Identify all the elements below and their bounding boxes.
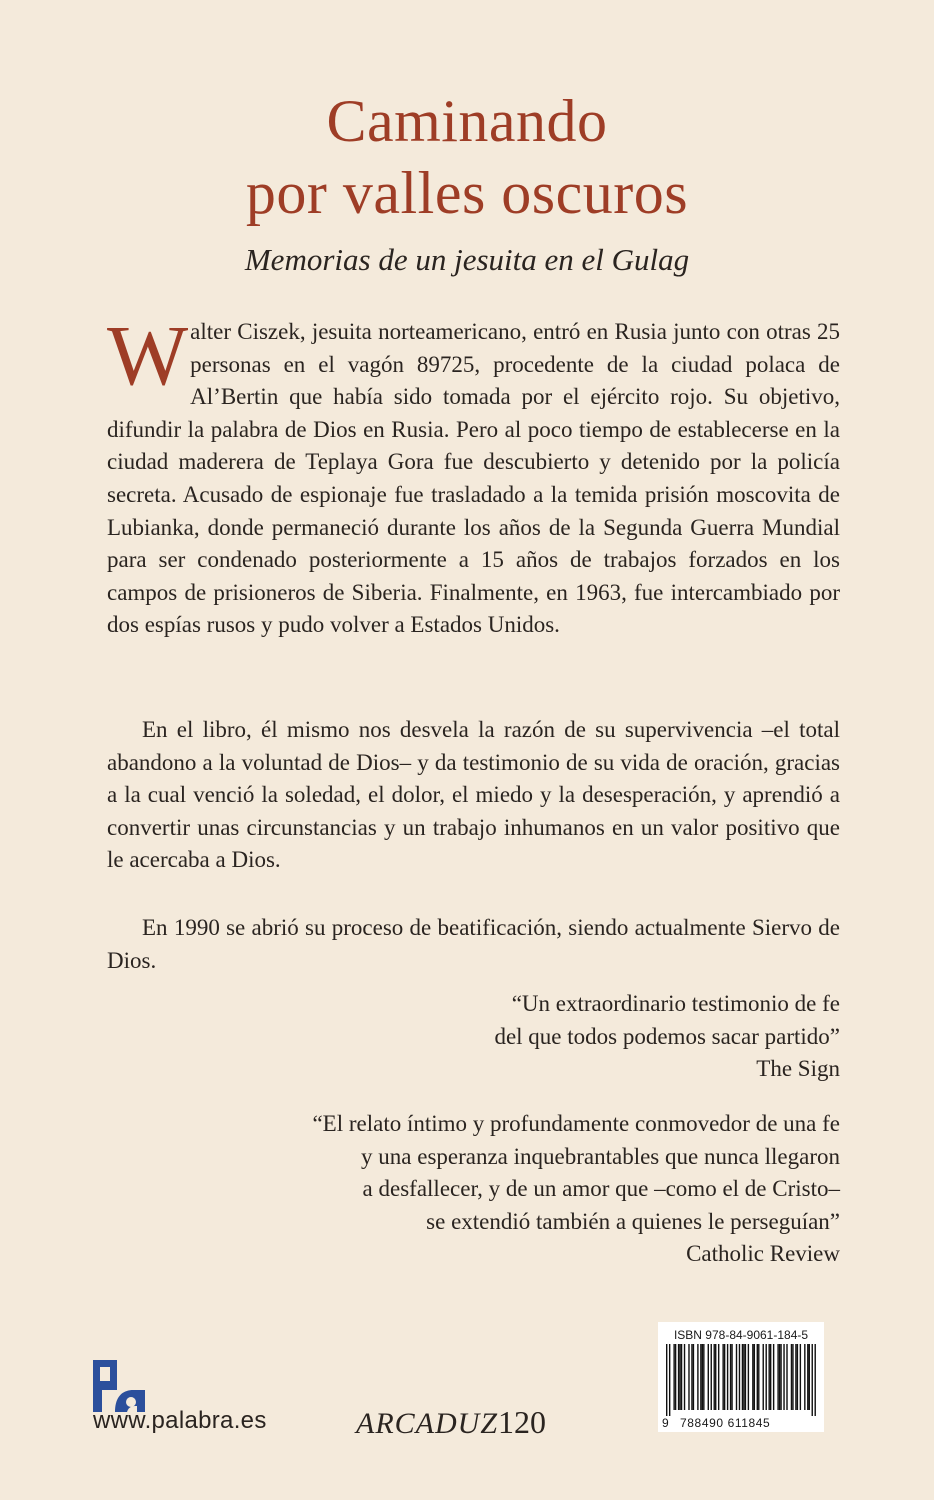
barcode-bar bbox=[783, 1344, 784, 1410]
isbn-barcode bbox=[658, 1322, 824, 1432]
barcode-bar bbox=[669, 1344, 670, 1416]
quote-1-source: The Sign bbox=[756, 1056, 840, 1082]
barcode-bar bbox=[675, 1344, 676, 1410]
barcode-bar bbox=[730, 1344, 731, 1410]
barcode-bar bbox=[666, 1344, 667, 1416]
barcode-bar bbox=[724, 1344, 725, 1410]
book-title-line-1: Caminando bbox=[326, 88, 608, 154]
barcode-bar bbox=[807, 1344, 808, 1410]
barcode-bar bbox=[718, 1344, 719, 1410]
barcode-bar bbox=[678, 1344, 679, 1410]
barcode-bar bbox=[702, 1344, 703, 1410]
barcode-bar bbox=[768, 1344, 769, 1410]
barcode-bar bbox=[684, 1344, 685, 1410]
synopsis-paragraph-3 bbox=[107, 912, 840, 977]
barcode-bar bbox=[757, 1344, 758, 1410]
series-name: ARCADUZ bbox=[356, 1407, 498, 1440]
paragraph-2-text: En el libro, él mismo nos desvela la razón de su supervivencia –el total abandono a la voluntad de Dios– y da testimonio de su vida de oración, gracias a la cual venció la soledad, el dolor, el miedo y la desesperación, y aprendió a convertir unas circunstancias y un trabajo inhumanos en un valor positivo que le acercaba a Dios. bbox=[107, 717, 840, 873]
barcode-bar bbox=[779, 1344, 780, 1410]
book-subtitle: Memorias de un jesuita en el Gulag bbox=[244, 242, 690, 277]
barcode-bar bbox=[673, 1344, 674, 1410]
barcode-bar bbox=[763, 1344, 764, 1410]
series-number: 120 bbox=[498, 1404, 546, 1440]
barcode-bar bbox=[797, 1344, 798, 1410]
barcode-bar bbox=[752, 1344, 753, 1410]
drop-cap: W bbox=[107, 307, 189, 403]
barcode-bar bbox=[786, 1344, 787, 1410]
barcode-bar bbox=[773, 1344, 774, 1410]
barcode-bar bbox=[815, 1344, 816, 1416]
barcode-bar bbox=[688, 1344, 689, 1410]
series-label bbox=[356, 1404, 546, 1441]
barcode-bar bbox=[742, 1344, 743, 1410]
publisher-logo bbox=[93, 1360, 145, 1412]
barcode-bar bbox=[791, 1344, 792, 1410]
barcode-bar bbox=[731, 1344, 732, 1410]
barcode-bar bbox=[804, 1344, 805, 1410]
barcode-bar bbox=[679, 1344, 680, 1410]
publisher-website: www.palabra.es bbox=[93, 1407, 267, 1434]
isbn-label: ISBN 978-84-9061-184-5 bbox=[673, 1328, 809, 1342]
barcode-bar bbox=[792, 1344, 793, 1410]
barcode-bar bbox=[714, 1344, 715, 1410]
barcode-bar bbox=[727, 1344, 728, 1410]
barcode-bar bbox=[711, 1344, 712, 1410]
barcode-bar bbox=[700, 1344, 701, 1410]
review-quote-2 bbox=[312, 1108, 840, 1271]
barcode-bar bbox=[736, 1344, 737, 1410]
barcode-digits: 788490 611845 bbox=[680, 1416, 771, 1430]
review-quote-1 bbox=[494, 988, 840, 1086]
barcode-bar bbox=[693, 1344, 694, 1410]
barcode-bar bbox=[754, 1344, 755, 1410]
barcode-bar bbox=[812, 1344, 813, 1416]
barcode-bar bbox=[770, 1344, 771, 1410]
barcode-bar bbox=[743, 1344, 744, 1410]
barcode-bar bbox=[697, 1344, 698, 1410]
barcode-lead-digit: 9 bbox=[662, 1416, 669, 1430]
barcode-bar bbox=[681, 1344, 682, 1410]
book-title-line-2: por valles oscuros bbox=[245, 160, 689, 226]
quote-1-line-2: del que todos podemos sacar partido” bbox=[494, 1023, 840, 1049]
barcode-bar bbox=[691, 1344, 692, 1410]
barcode-bar bbox=[795, 1344, 796, 1410]
barcode-bar bbox=[766, 1344, 767, 1410]
barcode-bar bbox=[809, 1344, 810, 1410]
barcode-bar bbox=[708, 1344, 709, 1410]
paragraph-3-text: En 1990 se abrió su proceso de beatificación, siendo actualmente Siervo de Dios. bbox=[107, 915, 840, 973]
barcode-bars bbox=[666, 1344, 816, 1416]
barcode-bar bbox=[777, 1344, 778, 1410]
barcode-bar bbox=[722, 1344, 723, 1410]
barcode-bar bbox=[715, 1344, 716, 1410]
barcode-bar bbox=[748, 1344, 749, 1410]
paragraph-1-text: alter Ciszek, jesuita norteamericano, entró en Rusia junto con otras 25 personas en el vagón 89725, procedente de la ciudad polaca de Al’Bertin que había sido tomada por el ejército rojo. Su objetivo, difundir la palabra de Dios en Rusia. Pero al poco tiempo de establecerse en la ciudad maderera de Teplaya Gora fue descubierto y detenido por la policía secreta. Acusado de espionaje fue trasladado a la temida prisión moscovita de Lubianka, donde permaneció durante los años de la Segunda Guerra Mundial para ser condenado posteriormente a 15 años de trabajos forzados en los campos de prisioneros de Siberia. Finalmente, en 1963, fue intercambiado por dos espías rusos y pudo volver a Estados Unidos. bbox=[107, 319, 840, 638]
barcode-bar bbox=[739, 1344, 740, 1410]
quote-2-line-2: y una esperanza inquebrantables que nunca llegaron bbox=[361, 1143, 840, 1169]
quote-2-line-1: “El relato íntimo y profundamente conmovedor de una fe bbox=[312, 1111, 840, 1136]
quote-2-source: Catholic Review bbox=[686, 1241, 840, 1267]
barcode-bar bbox=[745, 1344, 746, 1410]
synopsis-paragraph-2 bbox=[107, 714, 840, 877]
barcode-bar bbox=[758, 1344, 759, 1410]
quote-1-line-1: “Un extraordinario testimonio de fe bbox=[511, 991, 840, 1016]
barcode-bar bbox=[780, 1344, 781, 1410]
quote-2-line-3: a desfallecer, y de un amor que –como el de Cristo– bbox=[362, 1176, 840, 1202]
barcode-bar bbox=[800, 1344, 801, 1410]
quote-2-line-4: se extendió también a quienes le perseguían” bbox=[426, 1208, 840, 1234]
synopsis-paragraph-1 bbox=[107, 307, 840, 642]
barcode-bar bbox=[703, 1344, 704, 1410]
